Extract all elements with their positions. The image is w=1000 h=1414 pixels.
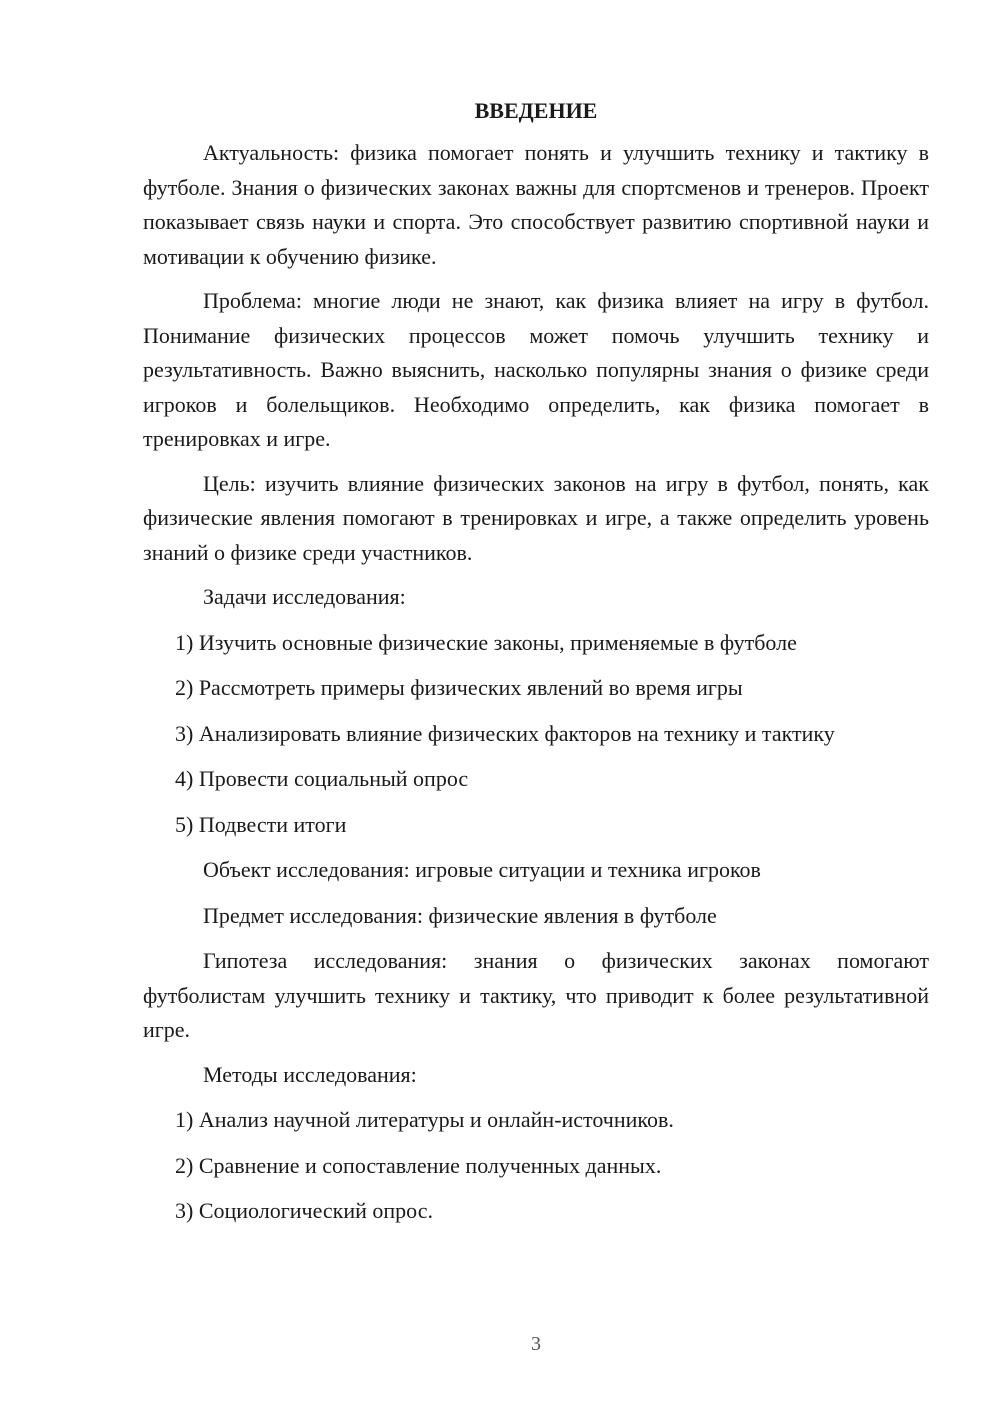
problem-paragraph: Проблема: многие люди не знают, как физика влияет на игру в футбол. Понимание физических процессов может помочь улучшить технику и результативность. Важно выяснить, насколько популярны знания о физике среди игроков и болельщиков. Необходимо определить, как физика помогает в тренировках и игре. bbox=[143, 288, 929, 451]
goal-paragraph: Цель: изучить влияние физических законов на игру в футбол, понять, как физические явления помогают в тренировках и игре, а также определить уровень знаний о физике среди участников. bbox=[143, 470, 929, 565]
task-item: 1) Изучить основные физические законы, применяемые в футболе bbox=[175, 629, 797, 655]
method-item: 2) Сравнение и сопоставление полученных данных. bbox=[175, 1152, 662, 1178]
page-number: 3 bbox=[531, 1333, 541, 1355]
task-item: 5) Подвести итоги bbox=[175, 811, 347, 837]
section-heading: ВВЕДЕНИЕ bbox=[474, 98, 598, 123]
task-item: 3) Анализировать влияние физических факторов на технику и тактику bbox=[175, 720, 835, 746]
hypothesis-paragraph: Гипотеза исследования: знания о физических законах помогают футболистам улучшить технику и тактику, что приводит к более результативной игре. bbox=[143, 948, 929, 1042]
task-item: 2) Рассмотреть примеры физических явлений во время игры bbox=[175, 675, 743, 700]
relevance-paragraph: Актуальность: физика помогает понять и улучшить технику и тактику в футболе. Знания о физических законах важны для спортсменов и тренеров. Проект показывает связь науки и спорта. Это способствует развитию спортивной науки и мотивации к обучению физике. bbox=[143, 140, 929, 269]
task-item: 4) Провести социальный опрос bbox=[175, 766, 469, 791]
method-item: 3) Социологический опрос. bbox=[175, 1198, 433, 1223]
research-object: Объект исследования: игровые ситуации и техника игроков bbox=[203, 857, 761, 882]
methods-label: Методы исследования: bbox=[203, 1061, 417, 1087]
research-subject: Предмет исследования: физические явления в футболе bbox=[203, 902, 717, 928]
tasks-label: Задачи исследования: bbox=[203, 584, 406, 609]
method-item: 1) Анализ научной литературы и онлайн-источников. bbox=[175, 1107, 674, 1132]
document-page bbox=[143, 96, 929, 1240]
